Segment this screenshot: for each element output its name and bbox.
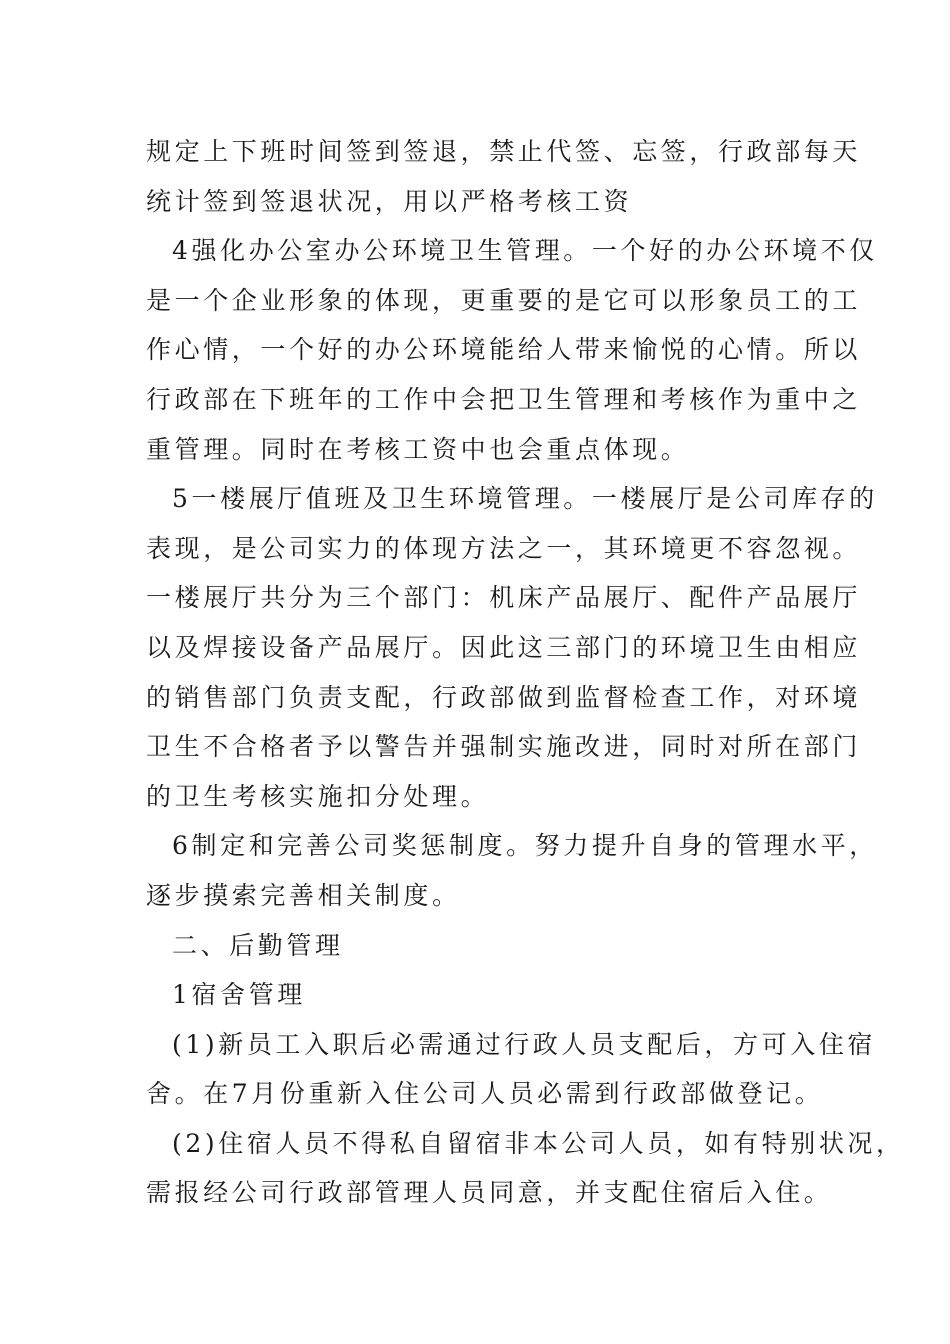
paragraph-line: 行政部在下班年的工作中会把卫生管理和考核作为重中之 [146, 384, 862, 414]
section-heading: 二、后勤管理 [172, 930, 344, 960]
paragraph-line: 卫生不合格者予以警告并强制实施改进，同时对所在部门 [146, 732, 862, 762]
paragraph-line: 需报经公司行政部管理人员同意，并支配住宿后入住。 [146, 1178, 833, 1208]
paragraph-line: 表现，是公司实力的体现方法之一，其环境更不容忽视。 [146, 533, 862, 563]
paragraph-line: 6制定和完善公司奖惩制度。努力提升自身的管理水平， [172, 831, 878, 861]
paragraph-line: 规定上下班时间签到签退，禁止代签、忘签，行政部每天 [146, 137, 862, 166]
paragraph-line: 的销售部门负责支配，行政部做到监督检查工作，对环境 [146, 682, 862, 712]
paragraph-line: 作心情，一个好的办公环境能给人带来愉悦的心情。所以 [146, 335, 862, 365]
paragraph-line: (2)住宿人员不得私自留宿非本公司人员，如有特别状况， [172, 1128, 905, 1158]
paragraph-line: 重管理。同时在考核工资中也会重点体现。 [146, 434, 690, 464]
document-body [146, 127, 905, 1218]
paragraph-line: 统计签到签退状况，用以严格考核工资 [146, 186, 633, 216]
paragraph-line: 5一楼展厅值班及卫生环境管理。一楼展厅是公司库存的 [172, 484, 878, 514]
paragraph-line: 是一个企业形象的体现，更重要的是它可以形象员工的工 [146, 285, 862, 315]
paragraph-line: 4强化办公室办公环境卫生管理。一个好的办公环境不仅 [172, 236, 878, 266]
paragraph-line: 舍。在7月份重新入住公司人员必需到行政部做登记。 [146, 1079, 824, 1109]
subsection-heading: 1宿舍管理 [172, 980, 306, 1010]
paragraph-line: (1)新员工入职后必需通过行政人员支配后，方可入住宿 [172, 1029, 877, 1059]
paragraph-line: 逐步摸索完善相关制度。 [146, 880, 461, 910]
paragraph-line: 以及焊接设备产品展厅。因此这三部门的环境卫生由相应 [146, 632, 862, 662]
paragraph-line: 的卫生考核实施扣分处理。 [146, 781, 490, 811]
paragraph-line: 一楼展厅共分为三个部门：机床产品展厅、配件产品展厅 [146, 583, 862, 613]
